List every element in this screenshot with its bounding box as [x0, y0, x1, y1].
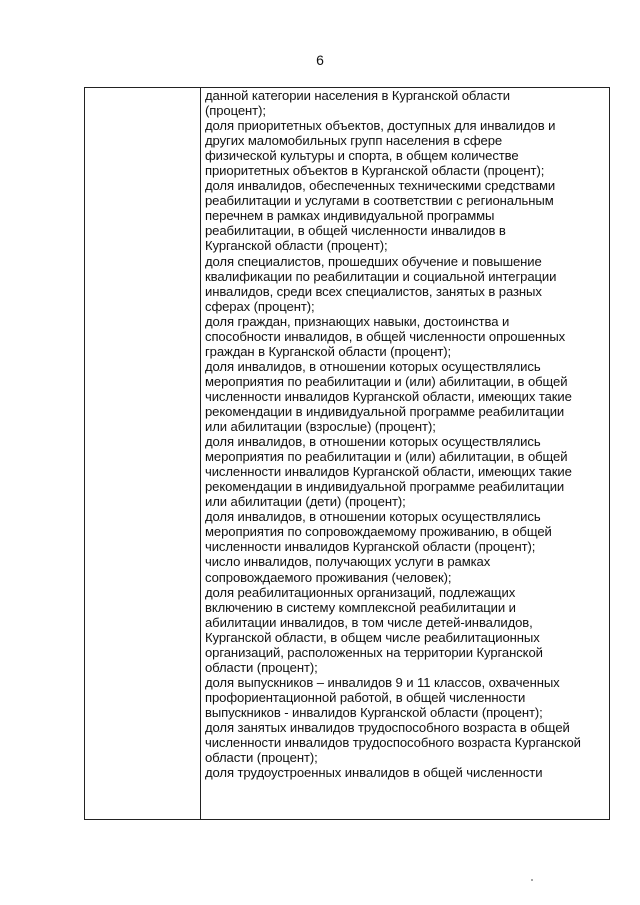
- text-line: доля выпускников – инвалидов 9 и 11 классов, охваченных: [205, 674, 560, 690]
- text-line: доля инвалидов, в отношении которых осуществлялись: [205, 509, 541, 525]
- text-line: Курганской области, в общем числе реабилитационных: [205, 629, 540, 645]
- text-line: перечнем в рамках индивидуальной программы: [205, 208, 495, 224]
- text-line: доля инвалидов, в отношении которых осуществлялись: [205, 358, 541, 374]
- text-line: (процент);: [205, 103, 266, 119]
- text-line: реабилитации и услугами в соответствии с региональным: [205, 193, 554, 209]
- text-line: мероприятия по сопровождаемому проживанию, в общей: [205, 524, 552, 540]
- text-line: выпускников - инвалидов Курганской области (процент);: [205, 704, 543, 720]
- text-line: доля реабилитационных организаций, подлежащих: [205, 584, 516, 600]
- text-line: абилитации инвалидов, в том числе детей-инвалидов,: [205, 614, 533, 630]
- text-line: Курганской области (процент);: [205, 238, 388, 254]
- text-line: численности инвалидов Курганской области (процент);: [205, 539, 536, 555]
- text-line: доля занятых инвалидов трудоспособного возраста в общей: [205, 719, 570, 735]
- table-row: [85, 88, 610, 820]
- text-line: физической культуры и спорта, в общем количестве: [205, 148, 519, 164]
- table-cell-left: [85, 88, 201, 820]
- text-line: приоритетных объектов в Курганской области (процент);: [205, 163, 545, 179]
- text-line: граждан в Курганской области (процент);: [205, 343, 452, 359]
- text-line: численности инвалидов трудоспособного возраста Курганской: [205, 735, 581, 751]
- text-line: доля граждан, признающих навыки, достоинства и: [205, 313, 510, 329]
- table-cell-right: [201, 88, 610, 820]
- text-line: области (процент);: [205, 750, 318, 766]
- text-line: число инвалидов, получающих услуги в рамках: [205, 554, 491, 570]
- text-line: или абилитации (дети) (процент);: [205, 494, 406, 510]
- text-line: доля приоритетных объектов, доступных для инвалидов и: [205, 118, 556, 134]
- text-line: численности инвалидов Курганской области, имеющих такие: [205, 464, 572, 480]
- text-line: инвалидов, среди всех специалистов, занятых в разных: [205, 283, 542, 299]
- text-line: мероприятия по реабилитации и (или) абилитации, в общей: [205, 449, 568, 465]
- text-line: рекомендации в индивидуальной программе реабилитации: [205, 403, 565, 419]
- text-line: профориентационной работой, в общей численности: [205, 689, 526, 705]
- text-line: области (процент);: [205, 659, 318, 675]
- text-line: данной категории населения в Курганской области: [205, 88, 511, 103]
- text-line: численности инвалидов Курганской области, имеющих такие: [205, 388, 572, 404]
- text-line: других маломобильных групп населения в сфере: [205, 133, 503, 149]
- text-line: или абилитации (взрослые) (процент);: [205, 419, 436, 435]
- text-line: включению в систему комплексной реабилитации и: [205, 599, 516, 615]
- text-line: доля трудоустроенных инвалидов в общей численности: [205, 765, 543, 781]
- text-line: квалификации по реабилитации и социальной интеграции: [205, 268, 557, 284]
- text-line: рекомендации в индивидуальной программе реабилитации: [205, 479, 565, 495]
- text-line: реабилитации, в общей численности инвалидов в: [205, 223, 506, 239]
- text-line: организаций, расположенных на территории Курганской: [205, 644, 543, 660]
- scan-speck: [531, 879, 533, 881]
- text-line: доля инвалидов, обеспеченных техническими средствами: [205, 178, 556, 194]
- page-number: 6: [316, 52, 324, 68]
- text-line: сопровождаемого проживания (человек);: [205, 569, 452, 585]
- text-line: сферах (процент);: [205, 298, 315, 314]
- indicators-text: [201, 88, 609, 780]
- text-line: мероприятия по реабилитации и (или) абилитации, в общей: [205, 373, 568, 389]
- text-line: способности инвалидов, в общей численности опрошенных: [205, 328, 566, 344]
- text-line: доля инвалидов, в отношении которых осуществлялись: [205, 434, 541, 450]
- indicators-table: [84, 87, 610, 820]
- text-line: доля специалистов, прошедших обучение и повышение: [205, 253, 542, 269]
